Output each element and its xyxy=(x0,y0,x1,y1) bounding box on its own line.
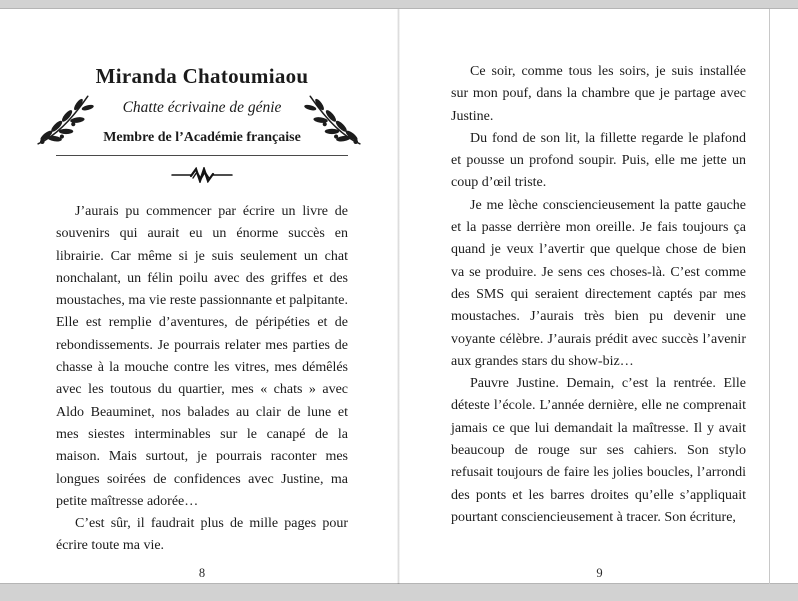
paragraph: Du fond de son lit, la fillette regarde le plafond et pousse un profond soupir. Puis, elle me jette un coup d’œil triste. xyxy=(451,130,746,191)
page-gutter xyxy=(397,9,400,584)
header-rule xyxy=(56,155,348,156)
scan-margin-top xyxy=(0,0,798,9)
right-page-text xyxy=(451,61,746,529)
author-title: Miranda Chatoumiaou xyxy=(95,64,309,88)
scan-margin-bottom xyxy=(0,583,798,601)
left-page-text xyxy=(56,201,348,558)
paragraph: J’aurais pu commencer par écrire un livre de souvenirs qui aurait eu un énorme succès en librairie. Car même si je suis seulement un chat nonchalant, un félin poilu avec des griffes et des moustaches, ma vie reste passionnante et palpitante. Elle est remplie d’aventures, de péripéties et de rebondissements. Je pourrais relater mes parties de chasse à la mouche contre les vitres, mes démêlés avec les toutous du quartier, mes « chats » avec Aldo Beauminet, nos balades au clair de lune et mes siestes interminables sur le canapé de la maison. Mais surtout, je pourrais raconter mes longues soirées de confidences avec Justine, ma petite maîtresse adorée… xyxy=(56,204,348,509)
author-subtitle: Chatte écrivaine de génie xyxy=(122,99,282,116)
paragraph: Je me lèche consciencieusement la patte gauche et la passe derrière mon oreille. Je fais toujours ça quand je veux l’avertir que quelque chose de bien va se produire. Je sens ces choses-là. C’est comme des SMS qui seraient directement captés par mes moustaches. J’aurais très bien pu devenir une voyante célèbre. J’aurais prédit avec succès l’avenir aux grandes stars du show-biz… xyxy=(451,197,746,369)
chapter-header xyxy=(56,64,348,183)
page-number-right: 9 xyxy=(596,566,603,580)
paragraph: Pauvre Justine. Demain, c’est la rentrée. Elle déteste l’école. L’année dernière, elle ne comprenait jamais ce que lui demandait la maîtresse. Il y avait beaucoup de rouge sur ses cahiers. Son stylo refusait toujours de faire les jolies boucles, l’arrondi des ponts et les barres droites qu’elle s’appliquait pourtant consciencieusement à tracer. Son écriture, xyxy=(451,376,746,525)
paragraph: C’est sûr, il faudrait plus de mille pages pour écrire toute ma vie. xyxy=(56,516,348,554)
page-number-left: 8 xyxy=(198,566,206,580)
paragraph: Ce soir, comme tous les soirs, je suis installée sur mon pouf, dans la chambre que je partage avec Justine. xyxy=(451,64,746,124)
author-affiliation: Membre de l’Académie française xyxy=(103,130,301,145)
page-edge xyxy=(769,9,770,584)
scribble-divider-icon xyxy=(56,167,348,183)
